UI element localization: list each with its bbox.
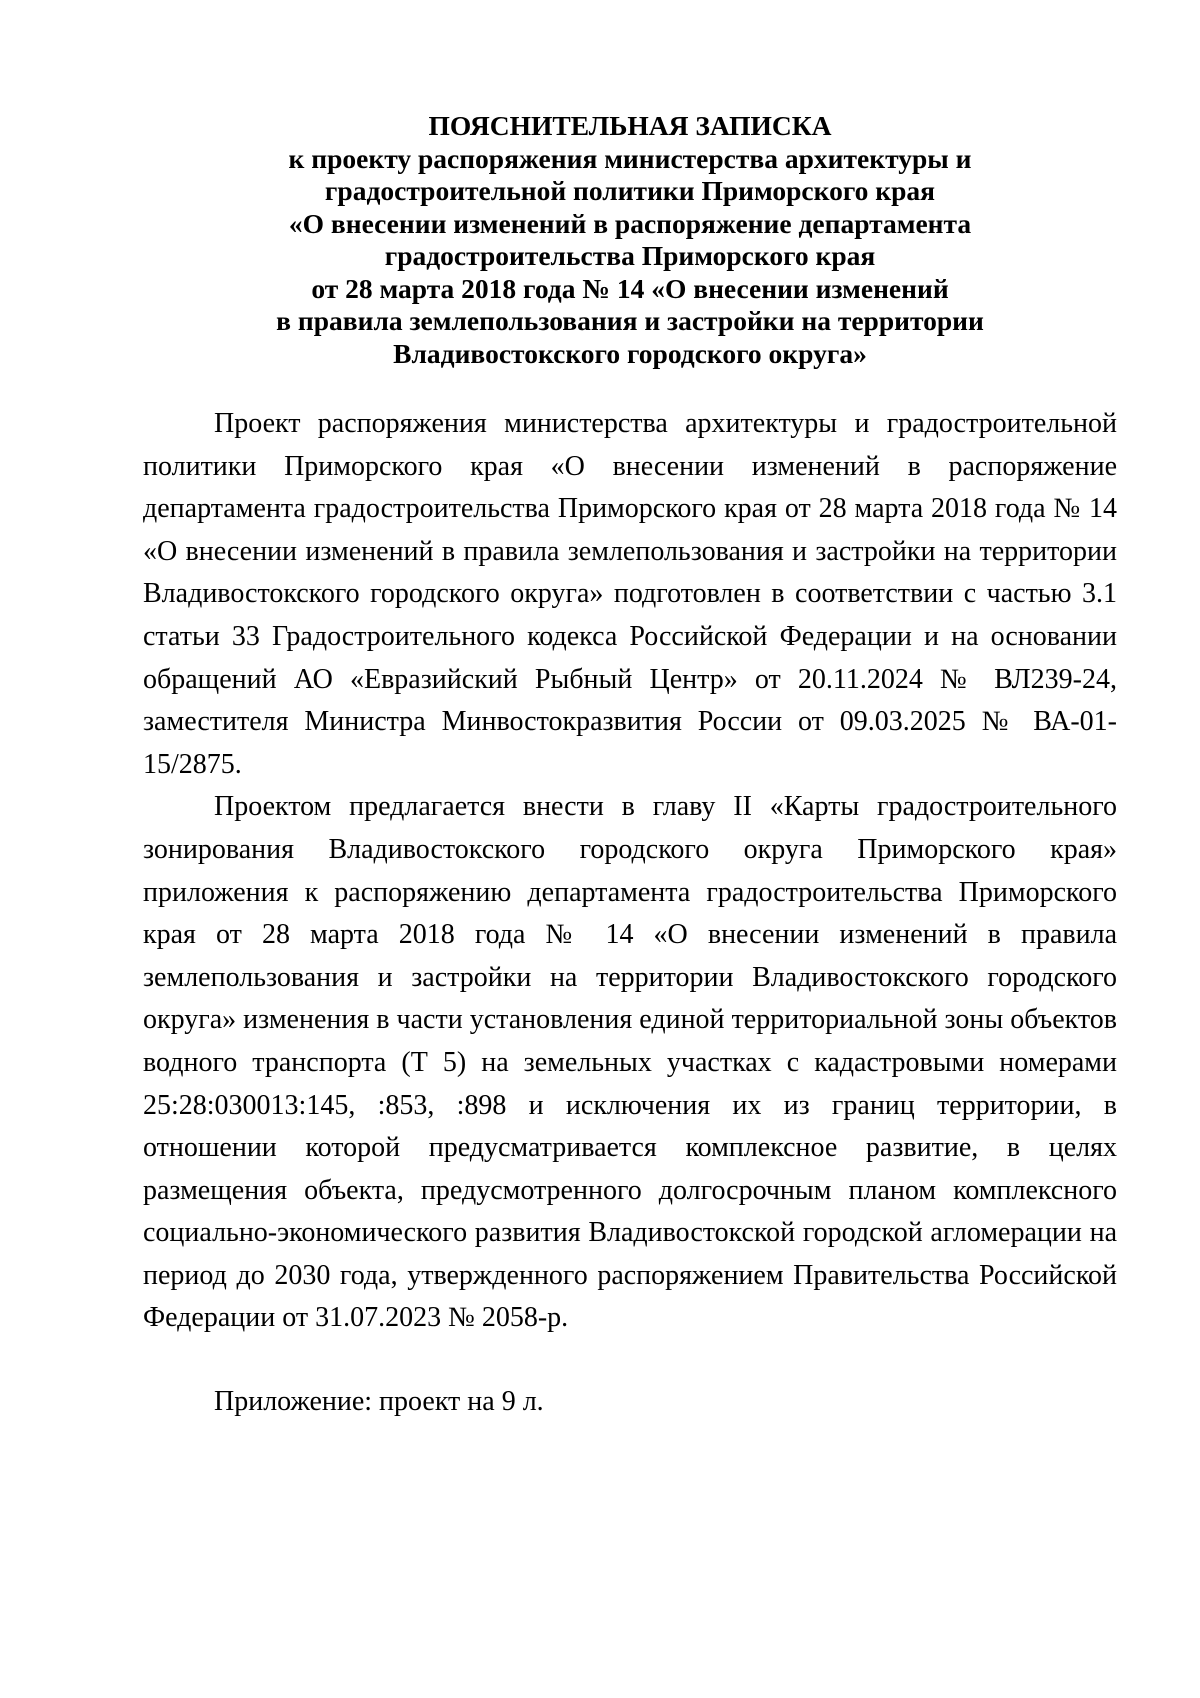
- title-heading: ПОЯСНИТЕЛЬНАЯ ЗАПИСКА: [428, 110, 832, 141]
- title-line: градостроительства Приморского края: [384, 240, 876, 271]
- title-line: Владивостокского городского округа»: [393, 337, 867, 369]
- title-line: «О внесении изменений в распоряжение департамента: [288, 207, 972, 239]
- document-page: [143, 110, 1117, 1424]
- body-paragraph-basis: Проект распоряжения министерства архитектуры и градостроительной политики Приморского края «О внесении изменений в распоряжение департамента градостроительства Приморского края от 28 марта 2018 года № 14 «О внесении изменений в правила землепользования и застройки на территории Владивостокского городского округа» подготовлен в соответствии с частью 3.1 статьи 33 Градостроительного кодекса Российской Федерации и на основании обращений АО «Евразийский Рыбный Центр» от 20.11.2024 № ВЛ239-24, заместителя Министра Минвостокразвития России от 09.03.2025 № ВА-01-15/2875.: [143, 408, 1117, 780]
- appendix-note: Приложение: проект на 9 л.: [214, 1386, 544, 1418]
- title-line: от 28 марта 2018 года № 14 «О внесении изменений: [311, 272, 949, 304]
- title-line: в правила землепользования и застройки на территории: [276, 305, 984, 336]
- title-line: градостроительной политики Приморского края: [324, 175, 936, 206]
- body-paragraph-proposal: Проектом предлагается внести в главу II «Карты градостроительного зонирования Владивостокского городского округа Приморского края» приложения к распоряжению департамента градостроительства Приморского края от 28 марта 2018 года № 14 «О внесении изменений в правила землепользования и застройки на территории Владивостокского городского округа» изменения в части установления единой территориальной зоны объектов водного транспорта (Т 5) на земельных участках с кадастровыми номерами 25:28:030013:145, :853, :898 и исключения их из границ территории, в отношении которой предусматривается комплексное развитие, в целях размещения объекта, предусмотренного долгосрочным планом комплексного социально-экономического развития Владивостокской городской агломерации на период до 2030 года, утвержденного распоряжением Правительства Российской Федерации от 31.07.2023 № 2058-р.: [143, 791, 1117, 1334]
- title-line: к проекту распоряжения министерства архитектуры и: [288, 142, 972, 174]
- document-title: [143, 110, 1117, 370]
